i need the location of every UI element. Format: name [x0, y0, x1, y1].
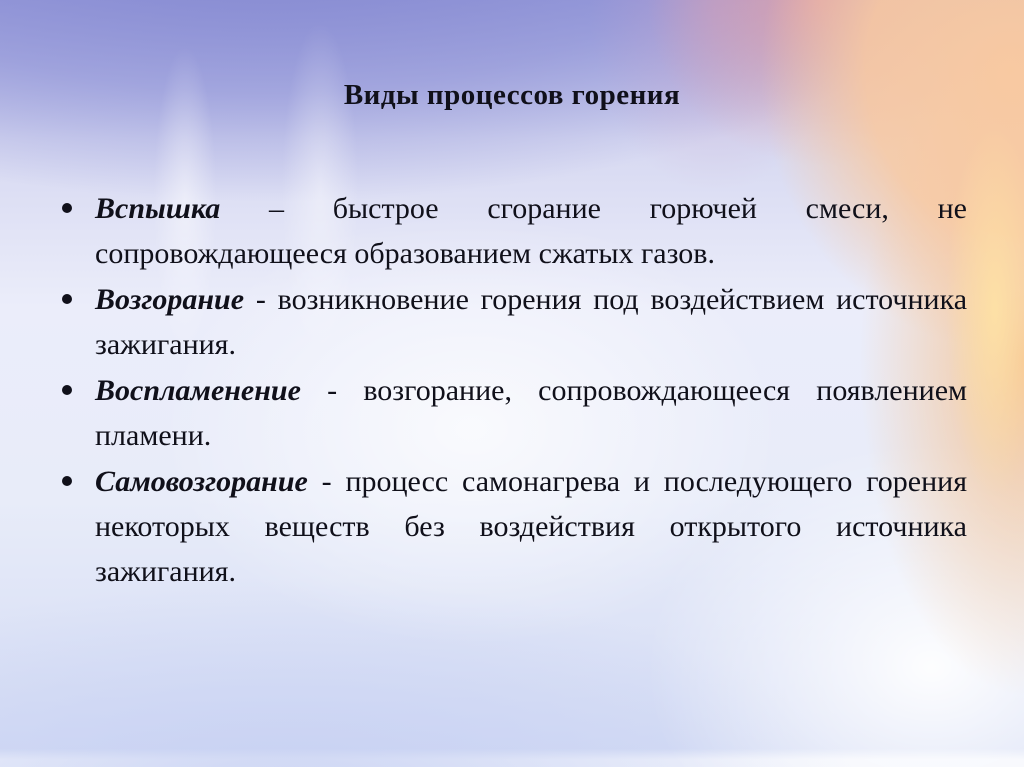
- bullet-marker-icon: [62, 385, 72, 395]
- bullet-term: Воспламенение: [95, 374, 301, 407]
- bullet-term: Возгорание: [95, 283, 245, 316]
- bullet-marker-icon: [62, 294, 72, 304]
- slide-title: Виды процессов горения: [343, 79, 681, 111]
- bullet-marker-icon: [62, 203, 72, 213]
- bullet-separator: -: [255, 283, 266, 316]
- bullet-separator: -: [321, 465, 332, 498]
- bullet-definition: возгорание, сопровождающееся появлением пламени.: [95, 374, 968, 452]
- bullet-marker-icon: [62, 476, 72, 486]
- bullet-separator: –: [269, 192, 284, 225]
- bullet-item-vspyshka: [95, 186, 967, 276]
- bullet-item-samovozgoranie: [95, 459, 967, 594]
- bullet-term: Самовозгорание: [95, 465, 308, 498]
- bullet-item-vosplamenenie: [95, 368, 967, 458]
- bullet-definition: процесс самонагрева и последующего горения некоторых веществ без воздействия открытого источника зажигания.: [95, 465, 968, 588]
- bullet-definition: быстрое сгорание горючей смеси, не сопровождающееся образованием сжатых газов.: [95, 192, 967, 270]
- bullet-definition: возникновение горения под воздействием источника зажигания.: [95, 283, 968, 361]
- bullet-separator: -: [327, 374, 338, 407]
- bullet-term: Вспышка: [95, 192, 221, 225]
- bullet-list: [95, 186, 967, 595]
- bullet-item-vozgoranie: [95, 277, 967, 367]
